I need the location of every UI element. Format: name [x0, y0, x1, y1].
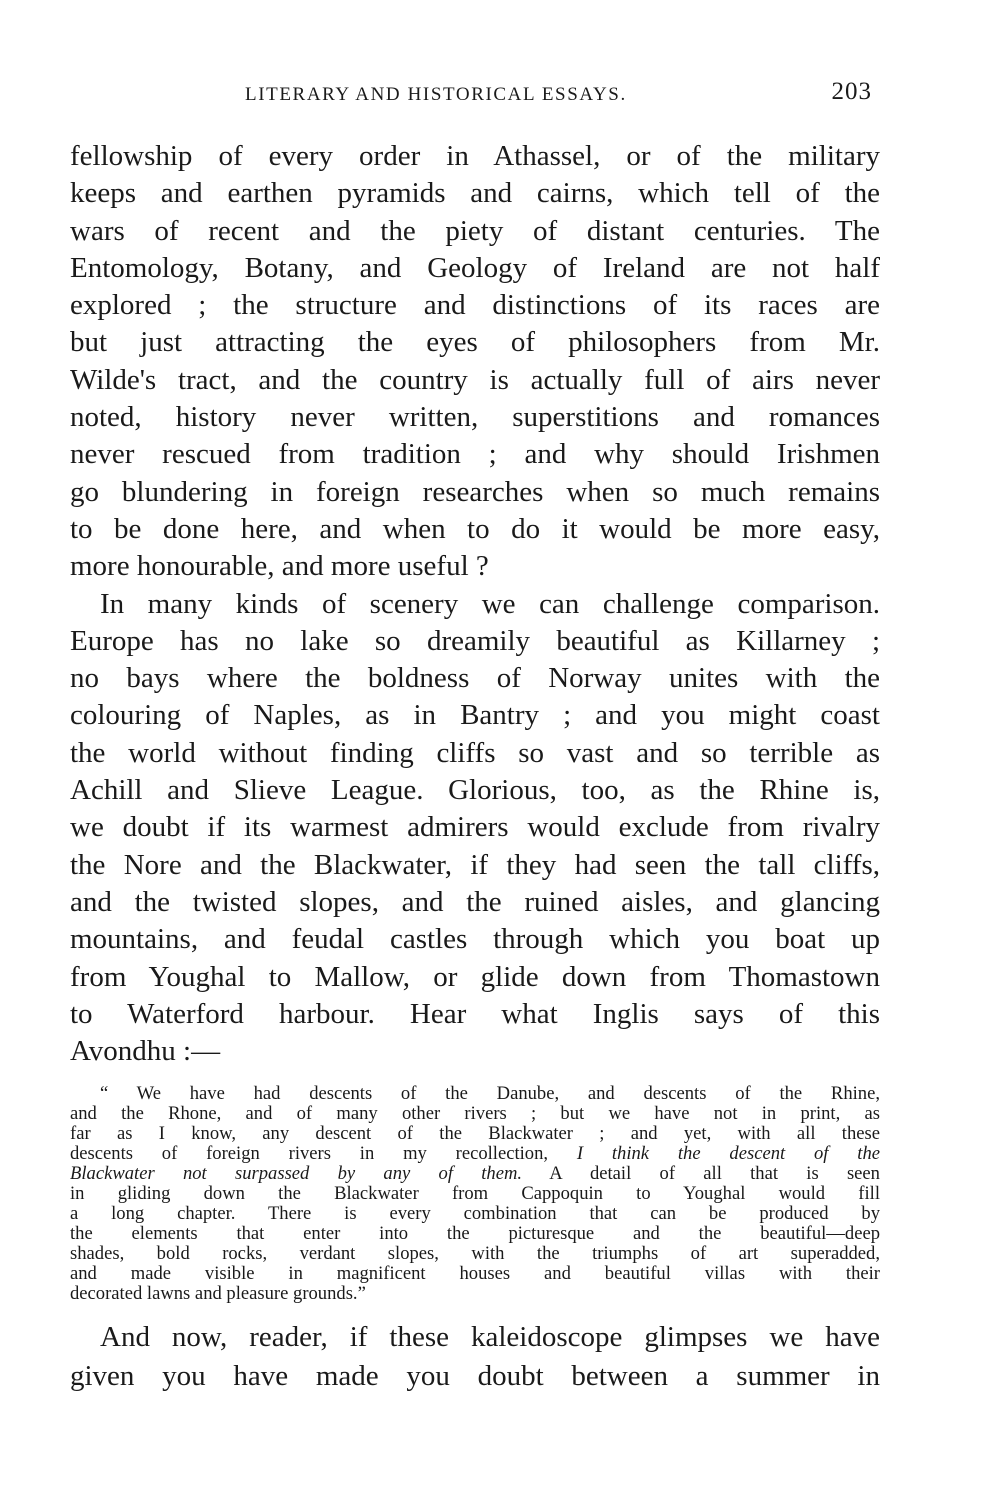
text-line: we doubt if its warmest admirers would exclude from rivalry: [70, 811, 880, 844]
text-line: Europe has no lake so dreamily beautiful as Killarney ;: [70, 624, 880, 657]
text-line: fellowship of every order in Athassel, or of the military: [70, 140, 880, 172]
text-line: and the twisted slopes, and the ruined aisles, and glancing: [70, 885, 880, 918]
text-line: Achill and Slieve League. Glorious, too, as the Rhine is,: [70, 774, 880, 807]
text-line: colouring of Naples, as in Bantry ; and you might coast: [70, 699, 880, 732]
page-body: [70, 138, 880, 1396]
page-header: [70, 78, 880, 118]
running-title: LITERARY AND HISTORICAL ESSAYS.: [245, 84, 627, 105]
paragraph-1: [70, 138, 880, 586]
quote-text: the elements that enter into the picturesque and the beautiful—deep: [70, 1224, 880, 1245]
text-line: mountains, and feudal castles through which you boat up: [70, 923, 880, 956]
quote-text: far as I know, any descent of the Blackwater ; and yet, with all these: [70, 1124, 880, 1145]
text-line: the world without finding cliffs so vast and so terrible as: [70, 736, 880, 769]
quote-line: [70, 1184, 880, 1204]
text-line: keeps and earthen pyramids and cairns, which tell of the: [70, 177, 880, 210]
text-line: from Youghal to Mallow, or glide down from Thomastown: [70, 960, 880, 993]
page-number: 203: [831, 78, 872, 105]
quote-text: descents of foreign rivers in my recollection,: [70, 1144, 577, 1165]
text-line: to Waterford harbour. Hear what Inglis says of this: [70, 997, 880, 1030]
quote-text: “ We have had descents of the Danube, and descents of the Rhine,: [100, 1084, 880, 1105]
quote-line: [70, 1244, 880, 1264]
quote-line: [70, 1224, 880, 1244]
text-line: no bays where the boldness of Norway unites with the: [70, 662, 880, 695]
text-line: Entomology, Botany, and Geology of Ireland are not half: [70, 251, 880, 284]
quote-line: [70, 1104, 880, 1124]
text-line: wars of recent and the piety of distant centuries. The: [70, 214, 880, 247]
paragraph-2: [70, 586, 880, 1071]
quote-text: in gliding down the Blackwater from Cappoquin to Youghal would fill: [70, 1184, 880, 1205]
quote-line: [70, 1144, 880, 1164]
quote-line: [70, 1124, 880, 1144]
text-line: Wilde's tract, and the country is actually full of airs never: [70, 363, 880, 396]
text-line: given you have made you doubt between a summer in: [70, 1360, 880, 1393]
text-line: go blundering in foreign researches when so much remains: [70, 475, 880, 508]
text-line: And now, reader, if these kaleidoscope glimpses we have: [100, 1321, 880, 1354]
text-line: explored ; the structure and distinctions of its races are: [70, 289, 880, 322]
quote-line: [70, 1084, 880, 1104]
text-line: but just attracting the eyes of philosophers from Mr.: [70, 326, 880, 359]
quote-line: [70, 1164, 880, 1184]
paragraph-3: [70, 1318, 880, 1396]
quote-text: a long chapter. There is every combination that can be produced by: [70, 1204, 880, 1225]
italic-text: Blackwater not surpassed by any of them.: [70, 1164, 523, 1185]
italic-text: I think the descent of the: [576, 1144, 880, 1165]
block-quote: [70, 1084, 880, 1304]
quote-text: decorated lawns and pleasure grounds.”: [70, 1284, 366, 1305]
text-line: In many kinds of scenery we can challenge comparison.: [100, 587, 880, 620]
text-line: never rescued from tradition ; and why should Irishmen: [70, 438, 880, 471]
text-line: Avondhu :—: [70, 1035, 221, 1068]
quote-line: [70, 1264, 880, 1284]
quote-text: and made visible in magnificent houses and beautiful villas with their: [70, 1264, 880, 1285]
quote-text: shades, bold rocks, verdant slopes, with the triumphs of art superadded,: [70, 1244, 880, 1265]
text-line: to be done here, and when to do it would be more easy,: [70, 512, 880, 545]
text-line: noted, history never written, superstitions and romances: [70, 401, 880, 434]
quote-text: A detail of all that is seen: [522, 1164, 880, 1185]
quote-text: and the Rhone, and of many other rivers ; but we have not in print, as: [70, 1104, 880, 1125]
quote-line: [70, 1204, 880, 1224]
quote-line: [70, 1284, 880, 1304]
text-line: the Nore and the Blackwater, if they had seen the tall cliffs,: [70, 848, 880, 881]
text-line: more honourable, and more useful ?: [70, 550, 489, 583]
